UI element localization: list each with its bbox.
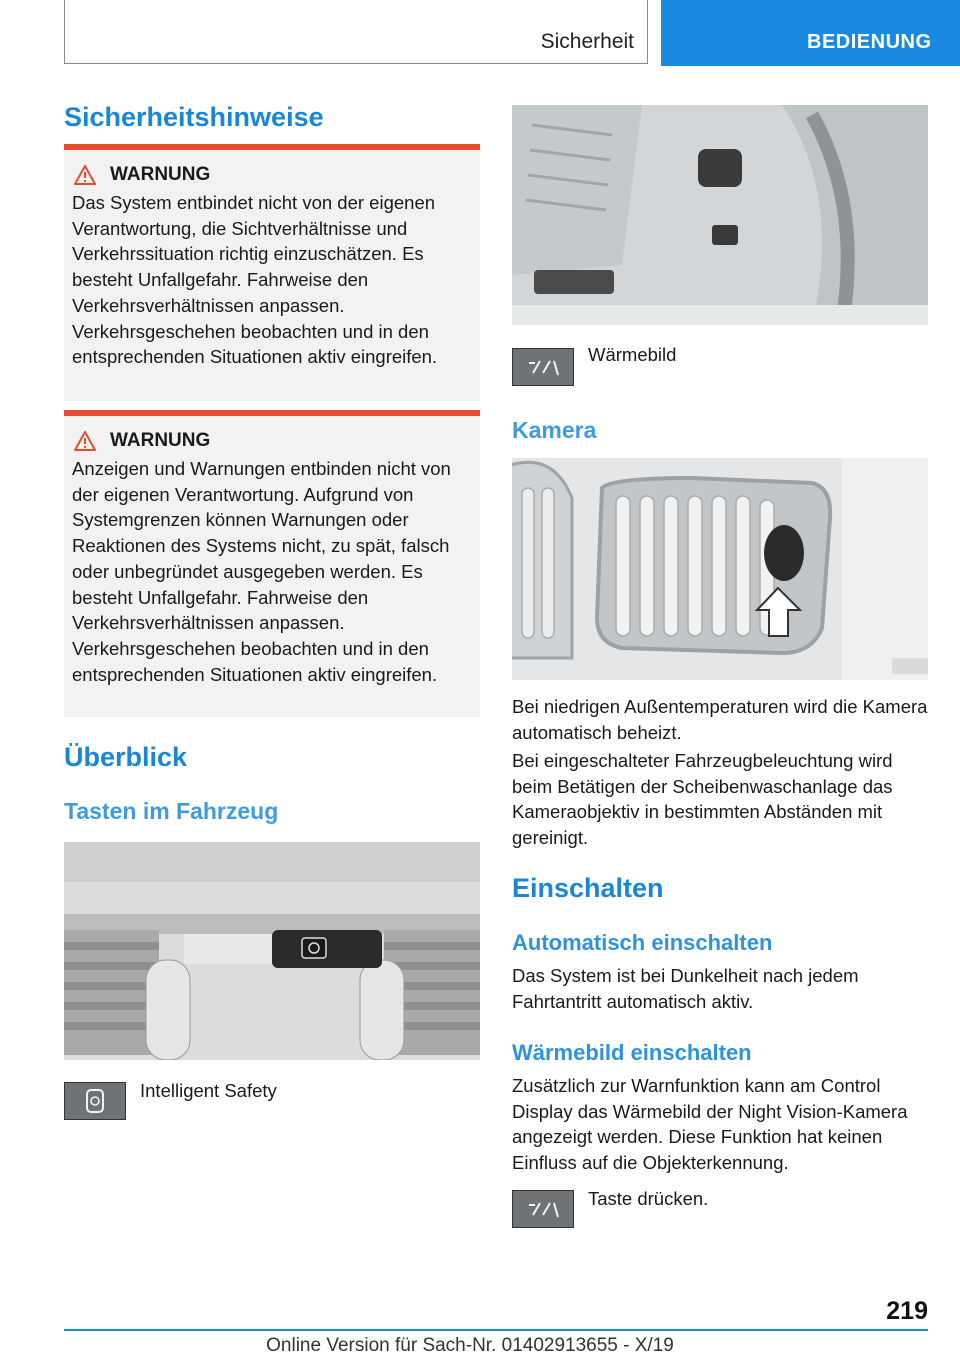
page-number: 219 [886, 1297, 928, 1325]
warning-text: Das System entbindet nicht von der eigenen Verantwortung, die Sichtverhältnisse und Verkehrssituation richtig einzuschätzen. Es besteht Unfallgefahr. Fahrweise den Verkehrsverhältnissen anpassen. Verkehrsgeschehen beobachten und in den entsprechenden Situationen aktiv eingreifen. [72, 192, 438, 368]
warning-text: Anzeigen und Warnungen entbinden nicht von der eigenen Verantwortung. Aufgrund von Systemgrenzen können Warnungen oder Reaktionen des Systems nicht, zu spät, falsch oder unbegründet ausgegeben werden. Es besteht Unfallgefahr. Fahrweise den Verkehrsverhältnissen anpassen. Verkehrsgeschehen beobachten und in den entsprechenden Situationen aktiv eingreifen. [72, 458, 451, 685]
camera-heating-text: Bei niedrigen Außentemperaturen wird die Kamera automatisch beheizt. [512, 696, 928, 743]
header-section-title: Sicherheit [540, 30, 634, 53]
online-version-text: Online Version für Sach-Nr. 01402913655 - X/19 [266, 1335, 674, 1356]
intelligent-safety-caption: Intelligent Safety [140, 1080, 277, 1101]
overview-heading: Überblick [64, 742, 188, 772]
kidney-grille-camera-photo [512, 458, 928, 680]
grille-illustration [512, 458, 928, 680]
auto-switch-on-heading: Automatisch einschalten [512, 930, 773, 955]
camera-cleaning-text: Bei eingeschalteter Fahrzeugbeleuchtung wird beim Betätigen der Scheibenwaschanlage das Kameraobjektiv in bestimmten Abständen mit gereinigt. [512, 750, 893, 848]
footer-divider [64, 1329, 928, 1331]
thermal-switch-on-text: Zusätzlich zur Warnfunktion kann am Control Display das Wärmebild der Night Vision-Kamera angezeigt werden. Diese Funktion hat keinen Einfluss auf die Objekterkennung. [512, 1075, 908, 1173]
auto-switch-on-text: Das System ist bei Dunkelheit nach jedem Fahrtantritt automatisch aktiv. [512, 965, 859, 1012]
warning-title: WARNUNG [110, 164, 211, 185]
thermal-switch-on-heading: Wärmebild einschalten [512, 1040, 752, 1065]
warning-box-2 [64, 410, 480, 717]
buttons-in-vehicle-heading: Tasten im Fahrzeug [64, 798, 279, 824]
switch-on-heading: Einschalten [512, 873, 664, 903]
camera-heading: Kamera [512, 417, 597, 443]
thermal-image-key-icon [512, 348, 574, 386]
safety-notes-heading: Sicherheitshinweise [64, 102, 324, 132]
cockpit-illustration [512, 105, 928, 325]
dashboard-button-photo [64, 842, 480, 1060]
dashboard-illustration [64, 842, 480, 1060]
warning-box-1 [64, 144, 480, 401]
warning-triangle-icon [74, 165, 96, 185]
press-key-text: Taste drücken. [588, 1188, 709, 1209]
warning-title: WARNUNG [110, 430, 211, 451]
thermal-image-caption: Wärmebild [588, 344, 677, 365]
steering-wheel-photo [512, 105, 928, 325]
thermal-image-key-icon [512, 1190, 574, 1228]
warning-triangle-icon [74, 431, 96, 451]
header-chapter-tab: BEDIENUNG [661, 0, 960, 66]
intelligent-safety-key-icon [64, 1082, 126, 1120]
